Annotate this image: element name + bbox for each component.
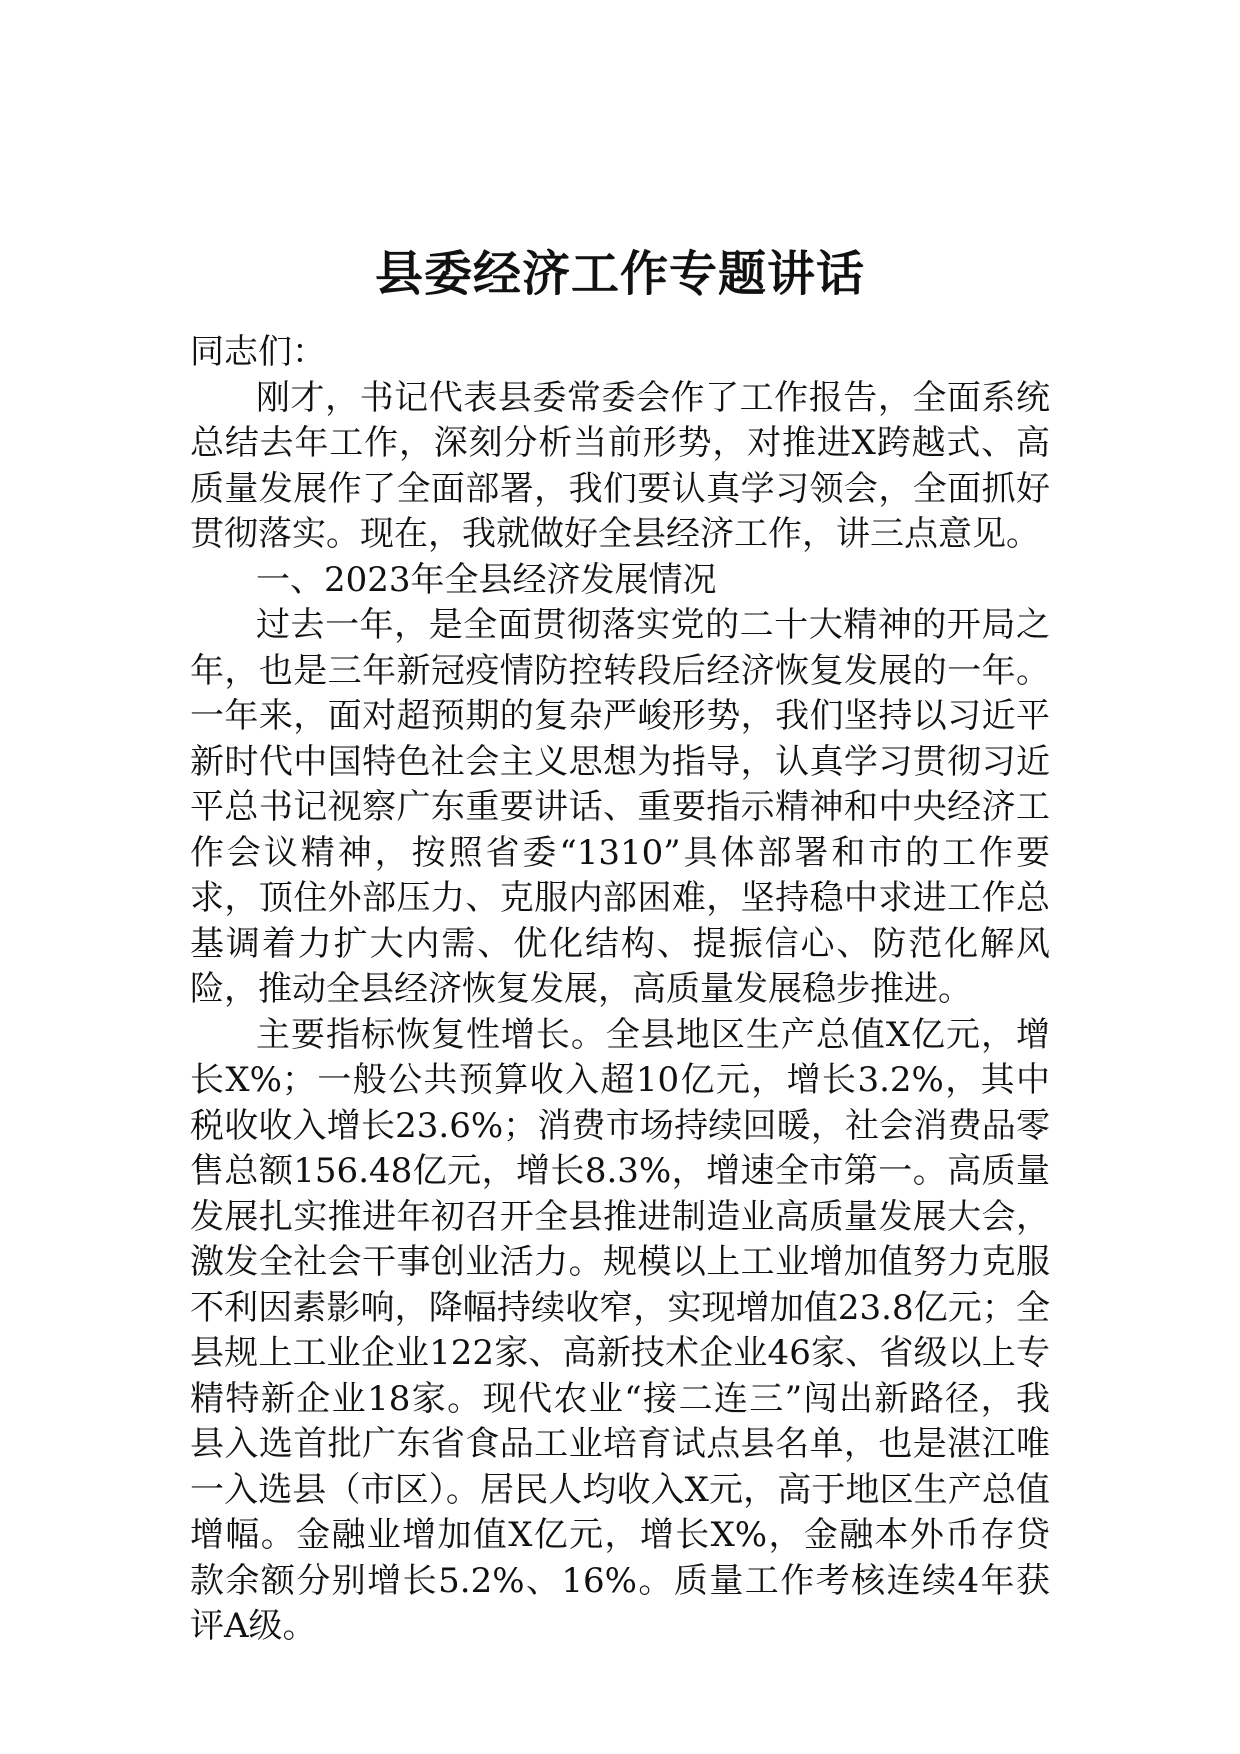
paragraph-opening: 刚才，书记代表县委常委会作了工作报告，全面系统总结去年工作，深刻分析当前形势，对推进X跨越式、高质量发展作了全面部署，我们要认真学习领会，全面抓好贯彻落实。现在，我就做好全县经济工作，讲三点意见。 [190, 377, 1050, 554]
document-title: 县委经济工作专题讲话 [374, 246, 865, 303]
paragraph-review: 过去一年，是全面贯彻落实党的二十大精神的开局之年，也是三年新冠疫情防控转段后经济恢复发展的一年。一年来，面对超预期的复杂严峻形势，我们坚持以习近平新时代中国特色社会主义思想为指导，认真学习贯彻习近平总书记视察广东重要讲话、重要指示精神和中央经济工作会议精神，按照省委“1310”具体部署和市的工作要求，顶住外部压力、克服内部困难，坚持稳中求进工作总基调着力扩大内需、优化结构、提振信心、防范化解风险，推动全县经济恢复发展，高质量发展稳步推进。 [190, 605, 1050, 1009]
document-body [190, 330, 1050, 1650]
paragraph-indicators: 主要指标恢复性增长。全县地区生产总值X亿元，增长X%；一般公共预算收入超10亿元，增长3.2%，其中税收收入增长23.6%；消费市场持续回暖，社会消费品零售总额156.48亿元，增长8.3%，增速全市第一。高质量发展扎实推进年初召开全县推进制造业高质量发展大会，激发全社会干事创业活力。规模以上工业增加值努力克服不利因素影响，降幅持续收窄，实现增加值23.8亿元；全县规上工业企业122家、高新技术企业46家、省级以上专精特新企业18家。现代农业“接二连三”闯出新路径，我县入选首批广东省食品工业培育试点县名单，也是湛江唯一入选县（市区）。居民人均收入X元，高于地区生产总值增幅。金融业增加值X亿元，增长X%，金融本外币存贷款余额分别增长5.2%、16%。质量工作考核连续4年获评A级。 [190, 1014, 1050, 1646]
salutation: 同志们： [190, 332, 326, 372]
section-heading-1: 一、2023年全县经济发展情况 [256, 559, 717, 600]
